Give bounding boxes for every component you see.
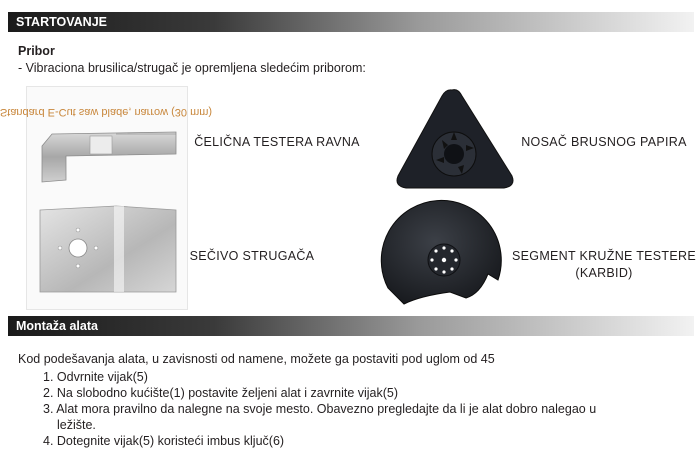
scraper-blade-image: [26, 196, 186, 306]
section-header-startovanje: [8, 12, 694, 32]
section-title: Montaža alata: [16, 319, 98, 333]
label-segment-saw-line2: (KARBID): [575, 266, 633, 280]
mounting-step: 4. Dotegnite vijak(5) koristeći imbus ključ(6): [43, 434, 285, 448]
section-header-montaza-alata: [8, 316, 694, 336]
subheading-pribor: Pribor: [18, 44, 55, 58]
mounting-step: 2. Na slobodno kućište(1) postavite željeni alat i zavrnite vijak(5): [43, 386, 399, 400]
accessories-intro: - Vibraciona brusilica/strugač je opremljena sledećim priborom:: [18, 61, 366, 75]
blade-caption-text: Standard E-Cut saw blade, narrow (30 mm): [0, 106, 213, 118]
label-segment-saw-blade: [512, 248, 696, 282]
label-sanding-pad-holder: NOSAČ BRUSNOG PAPIRA: [521, 135, 687, 149]
segment-saw-blade-image: [380, 208, 512, 304]
label-segment-saw-line1: SEGMENT KRUŽNE TESTERE: [512, 249, 696, 263]
label-scraper-blade: SEČIVO STRUGAČA: [189, 249, 315, 263]
mounting-intro: Kod podešavanja alata, u zavisnosti od namene, možete ga postaviti pod uglom od 45: [18, 352, 495, 366]
mounting-step-continuation: ležište.: [57, 418, 96, 432]
label-straight-saw-blade: ČELIČNA TESTERA RAVNA: [194, 135, 360, 149]
section-title: STARTOVANJE: [16, 15, 107, 29]
mounting-steps-list: [43, 369, 683, 449]
mounting-step: 1. Odvrnite vijak(5): [43, 370, 148, 384]
sanding-pad-holder-image: [392, 84, 518, 194]
mounting-step: 3. Alat mora pravilno da nalegne na svoje mesto. Obavezno pregledajte da li je alat dobro nalegao u: [43, 402, 597, 416]
straight-saw-blade-image: [0, 88, 213, 200]
